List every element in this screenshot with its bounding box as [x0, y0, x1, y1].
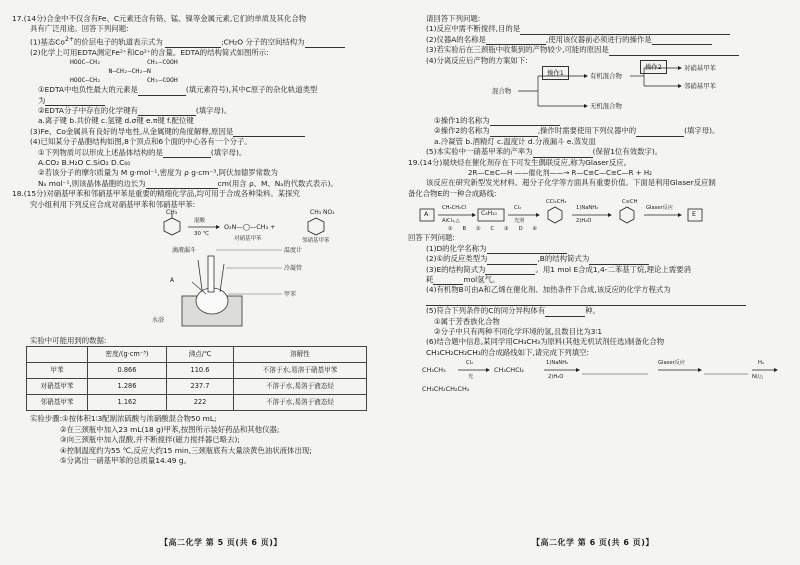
answer-blank[interactable] — [589, 256, 649, 265]
nitration-reaction — [12, 210, 398, 246]
syn-cond4: H₂ — [758, 360, 764, 367]
q17-p4-s1-b: (填字母)。 — [210, 147, 247, 157]
route-d: C≡CH — [622, 199, 638, 206]
syn-dichloroethane: CH₃CHCl₂ — [494, 366, 524, 375]
q19-p5: (5)符合下列条件的C的同分异构体有 — [426, 306, 546, 316]
q18-intro: 请回答下列问题: — [426, 14, 481, 23]
syn-cond1b: 光 — [468, 374, 474, 381]
thermometer-icon — [220, 264, 224, 292]
q19-p6-b: CH₃CH₂CH₂CH₃的合成路线如下,请完成下列填空: — [426, 347, 590, 357]
syn-cond2: 1)NaNH₂ — [546, 360, 569, 367]
flow-inorganic: 无机混合物 — [590, 102, 622, 111]
route-r1b: AlCl₃,△ — [442, 218, 460, 225]
answer-blank[interactable] — [138, 87, 186, 96]
flow-ortho: 邻硝基甲苯 — [684, 82, 716, 91]
q17-p4-s2: ②若该分子的摩尔质量为 M g·mol⁻¹,密度为 ρ g·cm⁻³,阿伏加德罗常数为 — [38, 168, 278, 178]
answer-blank[interactable] — [545, 308, 585, 317]
data-table — [26, 346, 367, 411]
q19-stem2: 该反应在研究新型发光材料、超分子化学等方面具有重要价值。下面是利用Glaser反应制 — [426, 178, 716, 188]
answer-blank[interactable] — [163, 149, 211, 158]
right-footer: 【高二化学 第 6 页(共 6 页)】 — [532, 537, 654, 547]
table-cell: 1.286 — [88, 379, 167, 395]
q19-p3-d: mol氢气。 — [463, 274, 500, 284]
right-page — [408, 14, 794, 554]
rxn-name-para: 对硝基甲苯 — [234, 235, 262, 242]
syn-cond3: Glaser反应 — [658, 360, 686, 367]
table-cell: 1.162 — [88, 395, 167, 411]
q17-p4: (4)已知某分子晶胞结构如图,8个顶点和6个面的中心各有一个分子。 — [30, 137, 252, 147]
rxn-temperature: 30 ℃ — [194, 230, 209, 237]
q17-options1: a.离子键 b.共价键 c.氢键 d.σ键 e.π键 f.配位键 — [38, 116, 194, 126]
table-cell: 222 — [167, 395, 234, 411]
table-cell: 沸点/℃ — [167, 347, 234, 363]
q17-p4-s1: ①下列物质可以形成上述晶体结构的是 — [38, 147, 163, 157]
q17-stem-line1: 17.(14分)合金中不仅含有Fe、C元素还含有铬、锰、镍等金属元素,它们的单质及其化合物 — [12, 14, 307, 23]
answer-blank[interactable] — [486, 36, 546, 45]
steps-title: 实验步骤:①按体积1∶3配制浓硫酸与浓硝酸混合物50 mL; — [30, 414, 217, 424]
syn-cond4b: Ni/△ — [752, 374, 764, 381]
q17-p4-s2b-a: Nₐ mol⁻¹,则该晶体晶胞的边长为 — [38, 178, 146, 188]
route-r2: Cl₂ — [514, 205, 522, 212]
rxn-ortho-groups: CH₃ NO₂ — [310, 208, 335, 216]
q17-s1-a: ①EDTA中电负性最大的元素是 — [38, 85, 138, 95]
step-4: ④控制温度约为55 ℃,反应大约15 min,三颈瓶底有大量淡黄色油状液体出现; — [60, 445, 312, 455]
glaser-equation: 2R—C≡C—H ——催化剂——→ R—C≡C—C≡C—R + H₂ — [468, 169, 652, 178]
q17-p1-b: 的价层电子的轨道表示式为 — [74, 37, 163, 47]
answer-blank[interactable] — [487, 256, 537, 265]
table-cell: 110.6 — [167, 363, 234, 379]
q18-s2-b: ,操作时需要使用下列仪器中的 — [537, 126, 637, 136]
synthesis-route — [408, 199, 794, 233]
syn-ethane: CH₃CH₃ — [422, 366, 446, 375]
route-labels: ① B ② C ③ D ④ — [448, 226, 538, 233]
q17-s2-b: (填字母)。 — [195, 105, 232, 115]
route-r3b: 2)H₂O — [576, 218, 592, 225]
table-cell: 不溶于水,易溶于液态烃 — [234, 379, 367, 395]
q19-p2: (2)①的反应类型为 — [426, 254, 488, 264]
apparatus-svg — [32, 246, 372, 336]
rxn-mixed-acid: 混酸 — [194, 217, 206, 224]
route-e: E — [692, 210, 697, 219]
label-a: A — [170, 276, 175, 284]
q19-cond2: ②分子中只有两种不同化学环境的氢,且数目比为3∶1 — [434, 326, 603, 336]
q19-p2-b: ,B的结构简式为 — [537, 254, 590, 264]
q18-options: a.冷凝管 b.酒精灯 c.温度计 d.分液漏斗 e.蒸发皿 — [434, 136, 596, 146]
syn-butane: CH₃CH₂CH₂CH₃ — [422, 385, 470, 394]
answer-blank[interactable] — [533, 149, 593, 158]
answer-blank[interactable] — [305, 39, 345, 48]
route-a: A — [424, 210, 429, 219]
q17-p3: (3)Fe、Co金属具有良好的导电性,从金属键的角度解释,原因是 — [30, 126, 234, 136]
route-r4: Glaser反应 — [646, 205, 674, 212]
q18-s2: ②操作2的名称为 — [434, 126, 490, 136]
table-row — [27, 395, 367, 411]
q18-p5: (5)本实验中一硝基甲苯的产率为 — [426, 147, 533, 157]
q18-p5-b: (保留1位有效数字)。 — [592, 147, 663, 157]
q17-p2: (2)化学上可用EDTA测定Fe²⁺和Co²⁺的含量。EDTA的结构简式如图所示: — [30, 47, 269, 57]
answer-blank[interactable] — [165, 39, 221, 48]
label-condenser: 冷凝管 — [284, 264, 303, 272]
answer-blank[interactable] — [487, 245, 567, 254]
q17-s2: ②EDTA分子中存在的化学键有 — [38, 105, 138, 115]
answer-blank[interactable] — [636, 128, 684, 137]
answer-blank[interactable] — [426, 297, 746, 306]
q19-p1: (1)D的化学名称为 — [426, 243, 487, 253]
q18-p3: (3)若实验后在三颈瓶中收集到的产物较少,可能的原因是 — [426, 45, 609, 55]
table-cell: 0.866 — [88, 363, 167, 379]
q17-options2: A.CO₂ B.H₂O C.SiO₂ D.C₆₀ — [38, 157, 131, 167]
step-3: ③向三颈瓶中加入混酸,并不断搅拌(磁力搅拌器已略去); — [60, 435, 240, 445]
q19-p5-b: 种。 — [585, 306, 600, 316]
answer-blank[interactable] — [652, 36, 712, 45]
left-footer: 【高二化学 第 5 页(共 6 页)】 — [160, 537, 282, 547]
q19-cond1: ①属于芳香族化合物 — [434, 316, 500, 326]
data-title: 实验中可能用到的数据: — [30, 335, 107, 345]
route-r3: 1)NaNH₂ — [576, 205, 599, 212]
q17-s1-c: 为 — [38, 95, 46, 105]
left-page: 17.(14分)合金中不仅含有Fe、C元素还含有铬、锰、镍等金属元素,它们的单质及其化合物 具有广泛用途。回答下列问题: (1)基态$Co^{2+}$的价层电子的轨道表示式为 ;CH₂O 分子的空间结构为 (2)化学上可用EDTA测定Fe²⁺和Co²⁺的含量。EDTA的结构简式如图所示: HOOC—CH₂ CH₂—COOH N—CH₂—CH₂—N HOOC—CH₂ CH₂—COOH ①EDTA中电负性最大的元素是 (填元素符号),其中C原子的杂化轨道类型 为 ②EDTA分子中存在的化学键有 (填字母)。 a.离子键 b.共价键 c.氢键 d.σ键 e.π键 f.配位键 (3)Fe、Co金属具有良好的导电性,从金属键的角度解释,原因是 (4)已知某分子晶胞结构如图,8个顶点和6个面的中心各有一个分子。 ①下列物质可以形成上述晶体结构的是 (填字母)。 A.CO₂ B.H₂O C.SiO₂ D.C₆₀ ②若该分子的摩尔质量为 M g·mol⁻¹,密度为 ρ g·cm⁻³,阿伏加德罗常数为 Nₐ mol⁻¹,则该晶体晶胞的边长为 cm(用含 ρ、M、Nₐ的代数式表示)。 18.(15分)对硝基甲苯和邻硝基甲苯是重要的精细化学品,均可用于合成各种染料。某探究 究小组利用下列反应合成对硝基甲苯和邻硝基甲苯: CH₃ 混酸 30 ℃ O₂N—◯—CH₃ + 对硝基甲苯 CH₃ NO₂ 邻硝基甲苯 滴液漏斗 温度计 冷凝管 甲苯 水浴 A 实验中可能用到的数据: 密度/(g·cm⁻³) 沸点/℃ 溶解性 甲苯 0.866 110.6 不溶于水,易溶于硝基甲苯 对硝基甲苯 1.286 237.7 不溶于水,易溶于液态烃 邻硝基甲苯 1.162 222 不溶于水,易溶于液态烃 实验步骤:①按体积1∶3配制浓硫酸与浓硝酸混合物50 mL; ②在三颈瓶中加入23 mL(18 g)甲苯,按图所示装好药品和其他仪器; ③向三颈瓶中加入混酸,并不断搅拌(磁力搅拌器已略去); ④控制温度约为55 ℃,反应大约15 min,三颈瓶底有大量淡黄色油状液体出现; ⑤分离出一硝基甲苯的总质量14.49 g。 【高二化学 第 5 页(共 6 页)】 — [12, 14, 398, 554]
route-r1: CH₃CH₂Cl — [442, 205, 467, 212]
q19-answer-intro: 回答下列问题: — [408, 233, 455, 243]
q17-s1-b: (填元素符号),其中C原子的杂化轨道类型 — [185, 85, 318, 95]
syn-cond2b: 2)H₂O — [548, 374, 564, 381]
q19-p3-b: 。用1 mol E合成1,4-二苯基丁烷,理论上需要消 — [535, 264, 691, 274]
table-cell: 237.7 — [167, 379, 234, 395]
condenser-icon — [208, 256, 214, 292]
table-cell: 不溶于水,易溶于液态烃 — [234, 395, 367, 411]
dropping-funnel-icon — [198, 260, 202, 290]
route-c: CCl₂CH₃ — [546, 199, 567, 206]
q18-p2-b: ,使用该仪器前必须进行的操作是 — [545, 34, 652, 44]
q17-stem-line2: 具有广泛用途。回答下列问题: — [30, 24, 129, 34]
label-toluene: 甲苯 — [284, 290, 297, 298]
q17-p4-s2b-b: cm(用含 ρ、M、Nₐ的代数式表示)。 — [217, 178, 338, 188]
q17-p1-a: (1)基态Co — [30, 37, 65, 47]
table-header-row — [27, 347, 367, 363]
answer-blank[interactable] — [490, 117, 560, 126]
q19-p3: (3)E的结构简式为 — [426, 264, 486, 274]
table-cell: 不溶于水,易溶于硝基甲苯 — [234, 363, 367, 379]
flow-op1: 操作1 — [542, 66, 569, 80]
table-cell: 密度/(g·cm⁻³) — [88, 347, 167, 363]
q18-s1: ①操作1的名称为 — [434, 116, 490, 126]
answer-blank[interactable] — [485, 266, 535, 275]
step-5: ⑤分离出一硝基甲苯的总质量14.49 g。 — [60, 456, 191, 465]
rxn-name-ortho: 邻硝基甲苯 — [302, 237, 330, 244]
table-row — [27, 363, 367, 379]
q17-p1-c: ;CH₂O 分子的空间结构为 — [221, 37, 305, 47]
answer-blank[interactable] — [609, 47, 739, 56]
rxn-ch3: CH₃ — [166, 208, 178, 216]
syn-cond1: Cl₂ — [466, 360, 474, 367]
q18-s2-c: (填字母)。 — [684, 126, 720, 136]
answer-blank[interactable] — [138, 107, 196, 116]
q18-stem-line1: 18.(15分)对硝基甲苯和邻硝基甲苯是重要的精细化学品,均可用于合成各种染料。某探究 — [12, 189, 300, 199]
answer-blank[interactable] — [233, 128, 305, 137]
q18-p4: (4)分离反应后产物的方案如下: — [426, 55, 528, 65]
table-cell: 对硝基甲苯 — [27, 379, 88, 395]
q19-p4: (4)有机物B可由A和乙烯在催化剂、加热条件下合成,该反应的化学方程式为 — [426, 285, 671, 295]
q19-stem1: 19.(14分)端炔烃在催化剂存在下可发生偶联反应,称为Glaser反应。 — [408, 157, 632, 167]
q18-stem-line2: 究小组利用下列反应合成对硝基甲苯和邻硝基甲苯: — [30, 199, 196, 209]
table-cell — [27, 347, 88, 363]
q18-p1: (1)反应中需不断搅拌,目的是 — [426, 24, 521, 34]
answer-blank[interactable] — [490, 128, 538, 137]
q18-p2: (2)仪器A的名称是 — [426, 34, 486, 44]
synthesis-route-2 — [408, 358, 794, 398]
table-row — [27, 379, 367, 395]
flow-mixture: 混合物 — [492, 87, 512, 96]
flow-op2: 操作2 — [640, 60, 667, 74]
toluene-ring — [164, 218, 180, 235]
route-b: C₈H₁₀ — [481, 210, 497, 218]
table-cell: 溶解性 — [234, 347, 367, 363]
flow-organic: 有机混合物 — [590, 72, 622, 81]
q19-stem3: 备化合物E的一种合成路线: — [408, 188, 497, 198]
o-nitrotoluene-ring — [308, 218, 324, 235]
step-2: ②在三颈瓶中加入23 mL(18 g)甲苯,按图所示装好药品和其他仪器; — [60, 424, 280, 434]
label-thermometer: 温度计 — [284, 246, 303, 254]
edta-structure: HOOC—CH₂ CH₂—COOH N—CH₂—CH₂—N HOOC—CH₂ CH₂—COOH — [70, 58, 178, 85]
apparatus-figure — [32, 246, 398, 336]
table-cell: 邻硝基甲苯 — [27, 395, 88, 411]
flow-para: 对硝基甲苯 — [684, 64, 716, 73]
label-dropping-funnel: 滴液漏斗 — [172, 246, 197, 254]
rxn-p-nitrotoluene: O₂N—◯—CH₃ + — [224, 222, 276, 231]
q19-p3-c: 耗 — [426, 274, 434, 284]
q19-p6: (6)结合题中信息,某同学用CH₃CH₃为原料(其他无机试剂任选)制备化合物 — [426, 337, 665, 347]
label-water-bath: 水浴 — [152, 316, 165, 324]
separation-flow — [408, 63, 794, 116]
table-cell: 甲苯 — [27, 363, 88, 379]
answer-blank[interactable] — [433, 276, 463, 285]
answer-blank[interactable] — [45, 97, 105, 106]
answer-blank[interactable] — [146, 180, 218, 189]
answer-blank[interactable] — [520, 26, 730, 35]
route-r2b: 光照 — [514, 218, 525, 225]
